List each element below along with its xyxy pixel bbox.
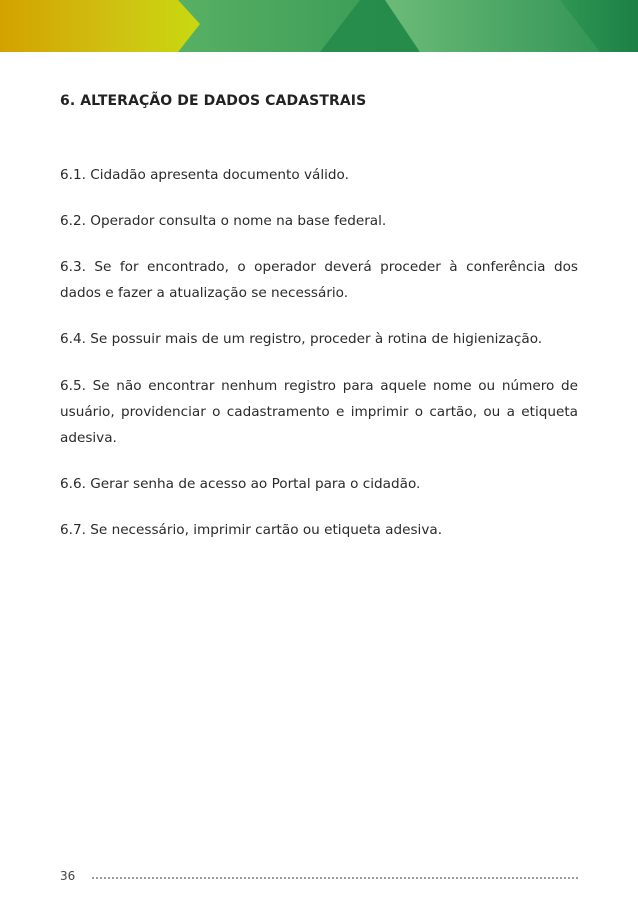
list-item: 6.5. Se não encontrar nenhum registro para aquele nome ou número de usuário, providenciar o cadastramento e imprimir o cartão, ou a etiqueta adesiva. (60, 378, 578, 446)
list-item: 6.2. Operador consulta o nome na base federal. (60, 213, 387, 229)
banner-yellow-stripe (0, 0, 200, 52)
procedure-list (60, 162, 578, 563)
list-item: 6.1. Cidadão apresenta documento válido. (60, 167, 349, 183)
section-heading: 6. ALTERAÇÃO DE DADOS CADASTRAIS (60, 93, 367, 109)
footer-dotted-rule (92, 877, 578, 879)
list-item: 6.3. Se for encontrado, o operador deverá proceder à conferência dos dados e fazer a atualização se necessário. (60, 259, 578, 301)
list-item: 6.7. Se necessário, imprimir cartão ou etiqueta adesiva. (60, 522, 443, 538)
page-number: 36 (60, 869, 76, 883)
list-item: 6.6. Gerar senha de acesso ao Portal para o cidadão. (60, 476, 421, 492)
list-item: 6.4. Se possuir mais de um registro, proceder à rotina de higienização. (60, 331, 543, 347)
header-banner (0, 0, 638, 52)
